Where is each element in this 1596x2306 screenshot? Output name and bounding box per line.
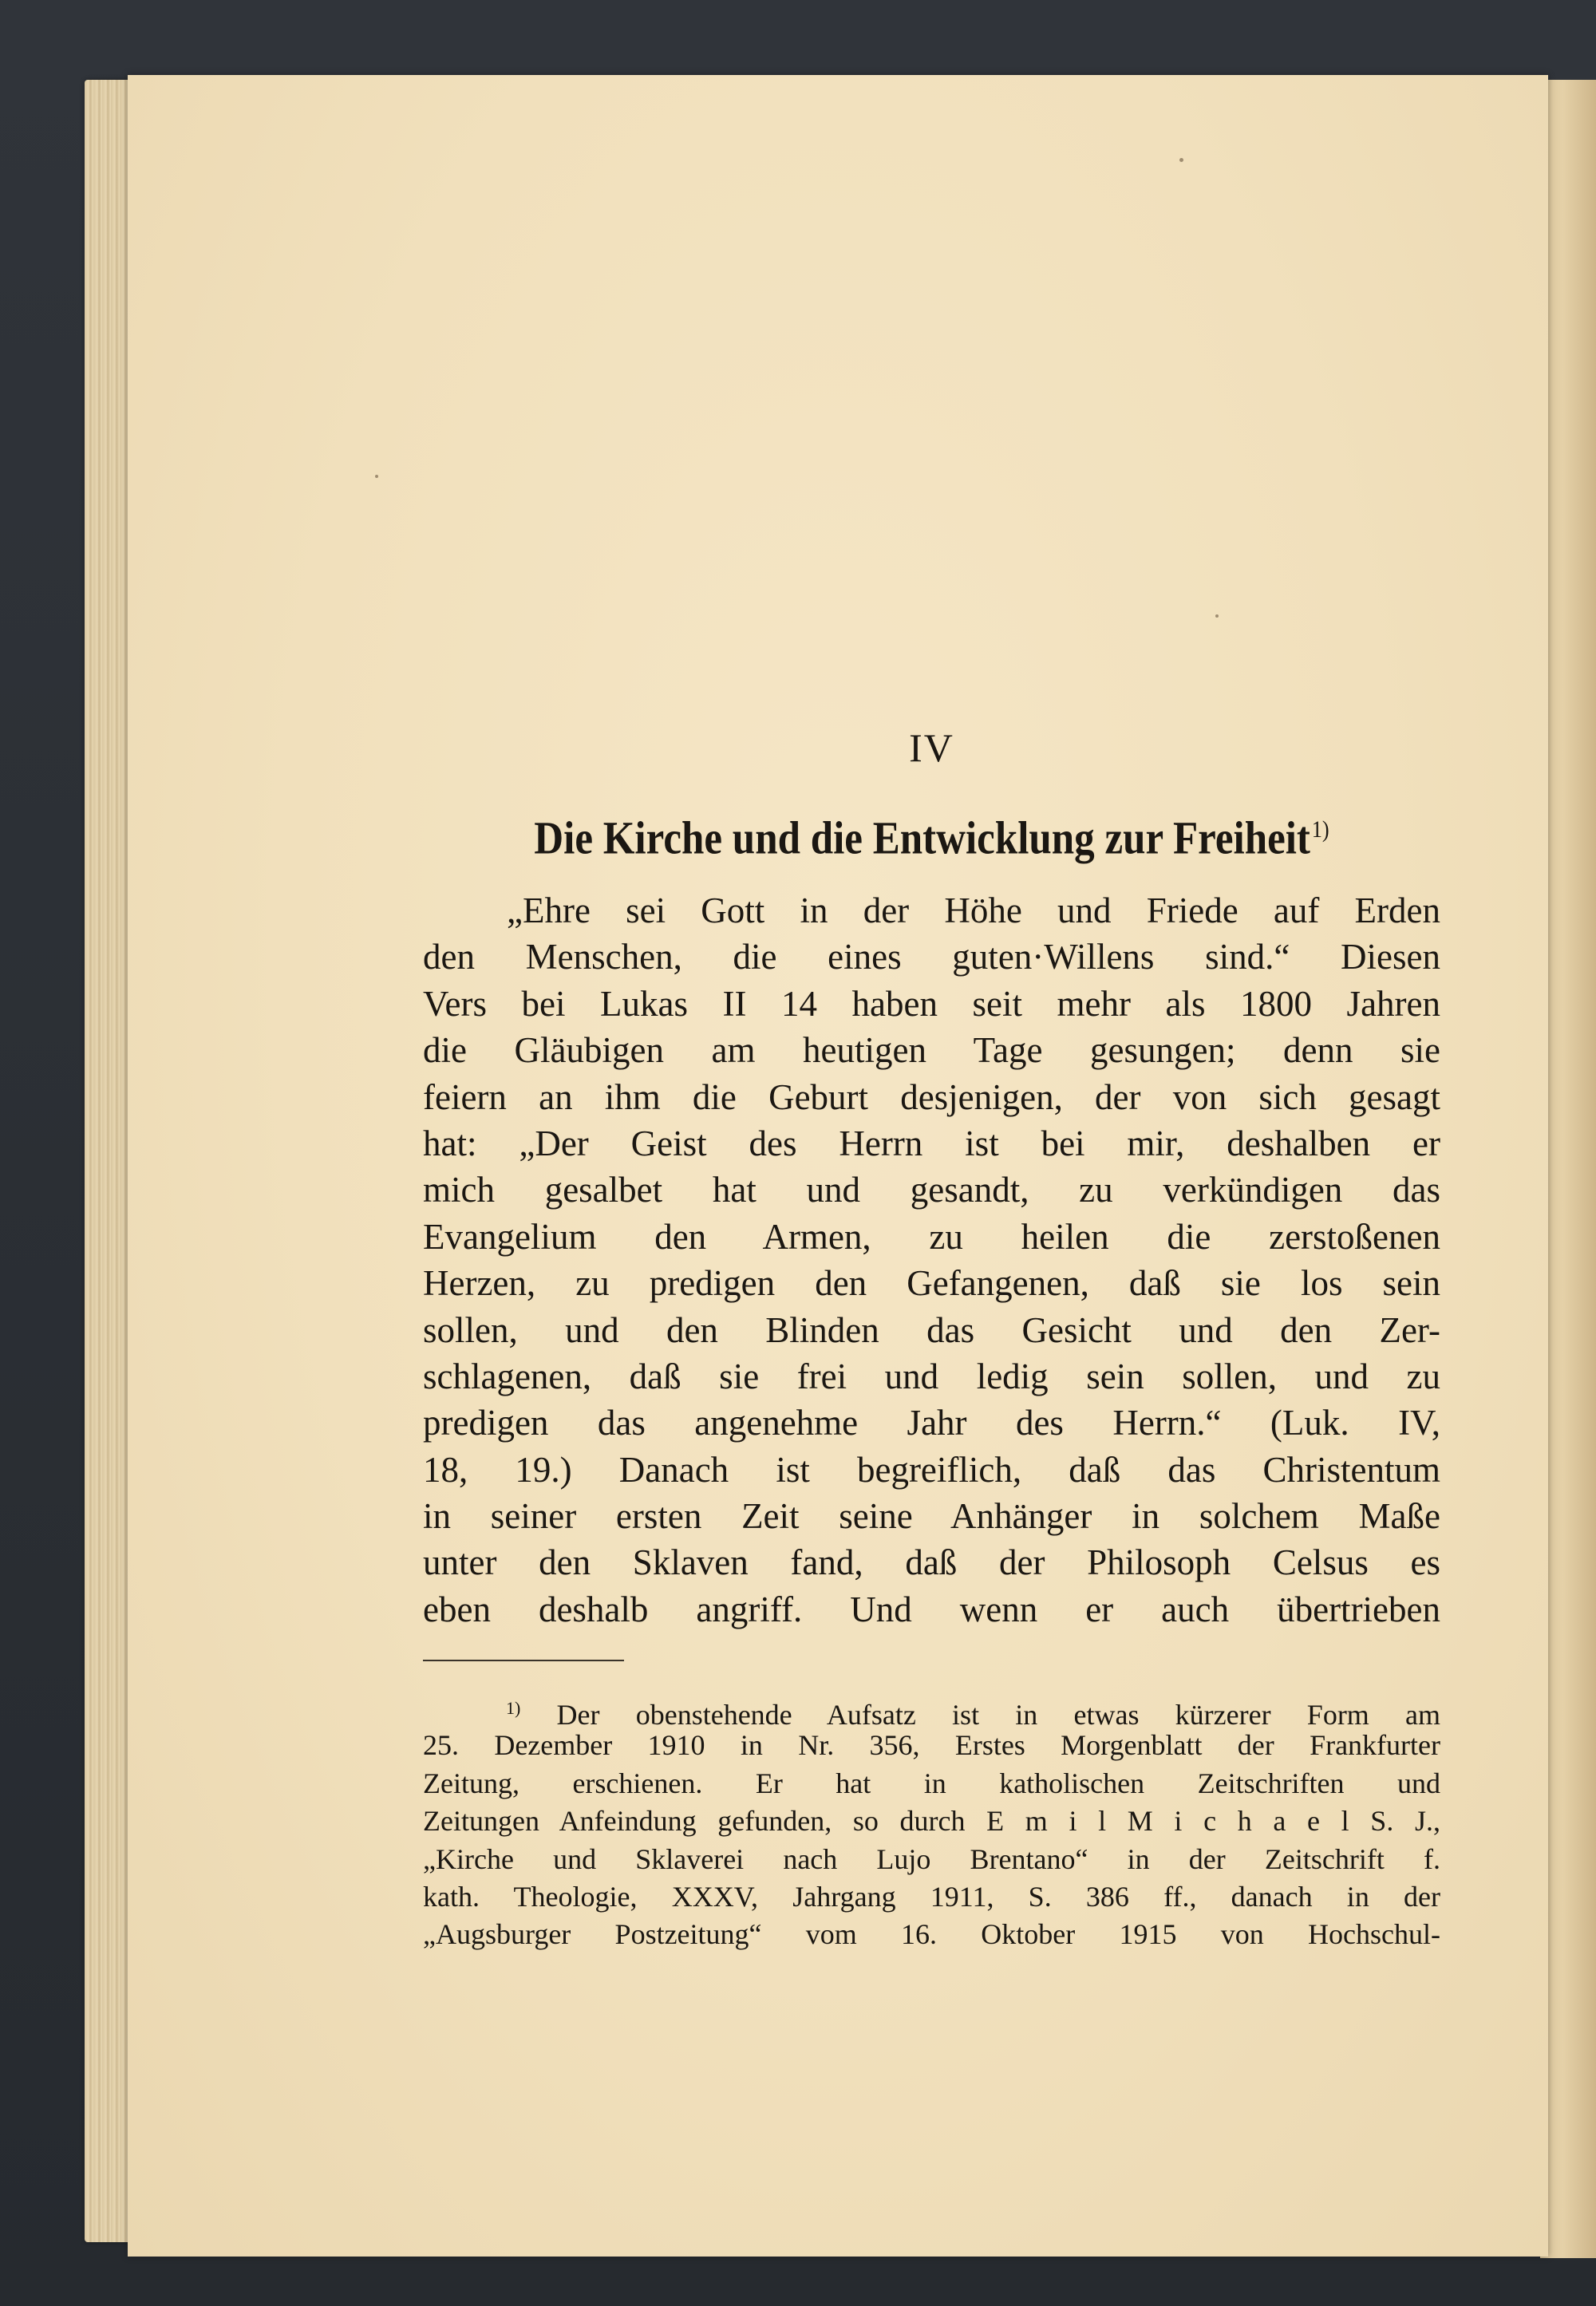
body-line: „Ehre sei Gott in der Höhe und Friede auf Erden	[507, 890, 1440, 930]
body-line: eben deshalb angriff. Und wenn er auch übertrieben	[423, 1589, 1440, 1629]
body-line: mich gesalbet hat und gesandt, zu verkündigen das	[423, 1170, 1440, 1210]
chapter-title-footnote-mark: 1)	[1311, 816, 1329, 843]
chapter-title-text: Die Kirche und die Entwicklung zur Freiheit	[534, 811, 1310, 864]
chapter-number: IV	[909, 725, 954, 770]
body-line: den Menschen, die eines guten·Willens sind.“ Diesen	[423, 937, 1440, 977]
paper-speck	[375, 475, 378, 478]
footnote-line: „Augsburger Postzeitung“ vom 16. Oktober 1915 von Hochschul-	[423, 1918, 1440, 1951]
chapter-title	[484, 798, 1380, 870]
body-line: schlagenen, daß sie frei und ledig sein sollen, und zu	[423, 1356, 1440, 1396]
body-line: hat: „Der Geist des Herrn ist bei mir, deshalben er	[423, 1123, 1440, 1163]
body-line: unter den Sklaven fand, daß der Philosoph Celsus es	[423, 1542, 1440, 1583]
footnote-line	[423, 1689, 1441, 1731]
body-line: feiern an ihm die Geburt desjenigen, der von sich gesagt	[423, 1076, 1440, 1117]
body-line: in seiner ersten Zeit seine Anhänger in solchem Maße	[423, 1496, 1440, 1537]
paper-speck	[1215, 614, 1219, 618]
body-line: Evangelium den Armen, zu heilen die zerstoßenen	[423, 1216, 1440, 1257]
footnote-line: 25. Dezember 1910 in Nr. 356, Erstes Morgenblatt der Frankfurter	[423, 1729, 1440, 1762]
footnote-line: „Kirche und Sklaverei nach Lujo Brentano“ in der Zeitschrift f.	[423, 1842, 1440, 1875]
body-line: die Gläubigen am heutigen Tage gesungen; denn sie	[423, 1030, 1440, 1071]
footnote	[423, 1689, 1440, 1954]
footnote-divider	[423, 1660, 624, 1661]
footnote-line: Zeitungen Anfeindung gefunden, so durch E m i l M i c h a e l S. J.,	[423, 1805, 1440, 1838]
body-line: Vers bei Lukas II 14 haben seit mehr als 1800 Jahren	[423, 983, 1440, 1024]
body-line: sollen, und den Blinden das Gesicht und den Zer-	[423, 1309, 1440, 1350]
footnote-line: kath. Theologie, XXXV, Jahrgang 1911, S. 386 ff., danach in der	[423, 1880, 1440, 1913]
body-line: predigen das angenehme Jahr des Herrn.“ (Luk. IV,	[423, 1403, 1440, 1443]
footnote-mark: 1)	[506, 1698, 521, 1718]
facing-page-edge	[1540, 80, 1596, 2258]
body-text	[423, 887, 1440, 1633]
footnote-line-text: Der obenstehende Aufsatz ist in etwas kürzerer Form am	[556, 1699, 1441, 1731]
paper-speck	[1179, 158, 1183, 162]
footnote-line: Zeitung, erschienen. Er hat in katholischen Zeitschriften und	[423, 1767, 1440, 1799]
body-line: 18, 19.) Danach ist begreiflich, daß das Christentum	[423, 1449, 1440, 1490]
body-line: Herzen, zu predigen den Gefangenen, daß sie los sein	[423, 1263, 1440, 1304]
